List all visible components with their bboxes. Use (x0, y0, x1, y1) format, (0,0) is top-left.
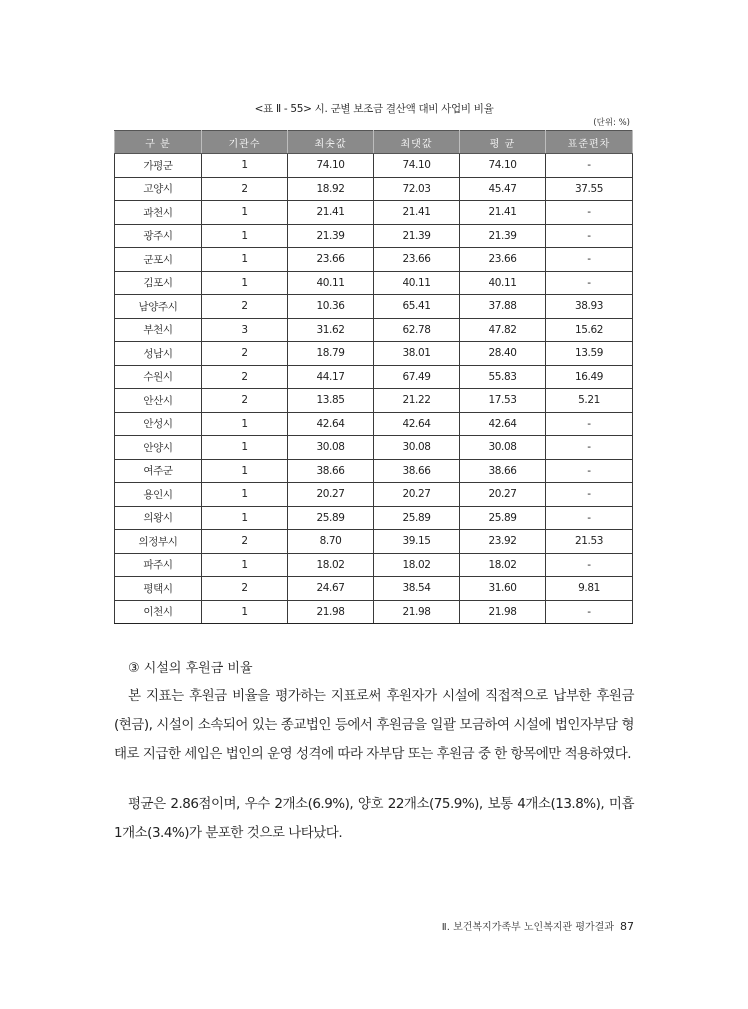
cell-count: 1 (202, 506, 288, 530)
cell-mean: 45.47 (460, 177, 546, 201)
cell-region: 군포시 (115, 248, 202, 272)
cell-count: 2 (202, 389, 288, 413)
cell-region: 부천시 (115, 318, 202, 342)
cell-region: 고양시 (115, 177, 202, 201)
cell-stddev: 21.53 (546, 530, 633, 554)
table-row (115, 177, 633, 201)
cell-max: 25.89 (374, 506, 460, 530)
cell-stddev: - (546, 506, 633, 530)
table-row (115, 271, 633, 295)
cell-min: 18.79 (288, 342, 374, 366)
cell-max: 74.10 (374, 154, 460, 178)
cell-stddev: - (546, 436, 633, 460)
cell-max: 42.64 (374, 412, 460, 436)
cell-max: 20.27 (374, 483, 460, 507)
cell-max: 40.11 (374, 271, 460, 295)
cell-count: 1 (202, 201, 288, 225)
header-max: 최댓값 (374, 131, 460, 154)
table-row (115, 577, 633, 601)
cell-max: 21.98 (374, 600, 460, 624)
cell-count: 1 (202, 224, 288, 248)
cell-count: 2 (202, 177, 288, 201)
cell-stddev: - (546, 271, 633, 295)
cell-min: 42.64 (288, 412, 374, 436)
cell-count: 1 (202, 483, 288, 507)
table-row (115, 154, 633, 178)
cell-mean: 30.08 (460, 436, 546, 460)
table-row (115, 389, 633, 413)
cell-region: 남양주시 (115, 295, 202, 319)
cell-stddev: - (546, 224, 633, 248)
cell-count: 3 (202, 318, 288, 342)
cell-min: 21.98 (288, 600, 374, 624)
cell-max: 21.41 (374, 201, 460, 225)
table-unit: (단위: %) (593, 118, 630, 128)
cell-stddev: - (546, 483, 633, 507)
cell-count: 2 (202, 577, 288, 601)
table-row (115, 553, 633, 577)
cell-count: 1 (202, 154, 288, 178)
table-row (115, 436, 633, 460)
cell-min: 24.67 (288, 577, 374, 601)
cell-max: 39.15 (374, 530, 460, 554)
cell-stddev: 9.81 (546, 577, 633, 601)
cell-min: 23.66 (288, 248, 374, 272)
cell-max: 23.66 (374, 248, 460, 272)
table-body (115, 154, 633, 624)
cell-max: 30.08 (374, 436, 460, 460)
cell-region: 여주군 (115, 459, 202, 483)
cell-max: 18.02 (374, 553, 460, 577)
cell-mean: 47.82 (460, 318, 546, 342)
cell-stddev: 15.62 (546, 318, 633, 342)
page-footer (442, 918, 634, 933)
cell-min: 10.36 (288, 295, 374, 319)
section-heading: ③ 시설의 후원금 비율 (128, 661, 253, 676)
cell-max: 38.54 (374, 577, 460, 601)
cell-region: 안성시 (115, 412, 202, 436)
cell-min: 21.39 (288, 224, 374, 248)
body-paragraph-1: 본 지표는 후원금 비율을 평가하는 지표로써 후원자가 시설에 직접적으로 납부한 후원금(현금), 시설이 소속되어 있는 종교법인 등에서 후원금을 일괄 모금하여 시설에 법인자부담 형태로 지급한 세입은 법인의 운영 성격에 따라 자부담 또는 후원금 중 한 항목에만 적용하였다. (114, 688, 634, 762)
cell-stddev: 38.93 (546, 295, 633, 319)
cell-region: 과천시 (115, 201, 202, 225)
cell-count: 1 (202, 412, 288, 436)
table-header-row (115, 131, 633, 154)
cell-mean: 17.53 (460, 389, 546, 413)
cell-max: 38.66 (374, 459, 460, 483)
cell-min: 8.70 (288, 530, 374, 554)
table-row (115, 459, 633, 483)
table-row (115, 365, 633, 389)
cell-mean: 23.92 (460, 530, 546, 554)
cell-region: 파주시 (115, 553, 202, 577)
page-number: 87 (620, 920, 634, 933)
cell-count: 1 (202, 436, 288, 460)
cell-max: 72.03 (374, 177, 460, 201)
cell-count: 2 (202, 295, 288, 319)
table-row (115, 600, 633, 624)
header-category: 구 분 (115, 131, 202, 154)
cell-region: 안산시 (115, 389, 202, 413)
cell-mean: 18.02 (460, 553, 546, 577)
cell-min: 30.08 (288, 436, 374, 460)
cell-region: 광주시 (115, 224, 202, 248)
cell-count: 2 (202, 365, 288, 389)
table-row (115, 295, 633, 319)
cell-stddev: 13.59 (546, 342, 633, 366)
cell-mean: 28.40 (460, 342, 546, 366)
table-row (115, 224, 633, 248)
cell-mean: 42.64 (460, 412, 546, 436)
cell-region: 김포시 (115, 271, 202, 295)
cell-min: 38.66 (288, 459, 374, 483)
cell-region: 가평군 (115, 154, 202, 178)
cell-min: 18.92 (288, 177, 374, 201)
cell-max: 62.78 (374, 318, 460, 342)
cell-mean: 37.88 (460, 295, 546, 319)
cell-stddev: 16.49 (546, 365, 633, 389)
header-min: 최솟값 (288, 131, 374, 154)
cell-stddev: 37.55 (546, 177, 633, 201)
cell-stddev: 5.21 (546, 389, 633, 413)
cell-stddev: - (546, 248, 633, 272)
cell-min: 44.17 (288, 365, 374, 389)
cell-mean: 21.98 (460, 600, 546, 624)
cell-max: 65.41 (374, 295, 460, 319)
cell-count: 1 (202, 459, 288, 483)
stats-table (114, 130, 633, 624)
cell-region: 평택시 (115, 577, 202, 601)
cell-region: 수원시 (115, 365, 202, 389)
body-paragraph-2: 평균은 2.86점이며, 우수 2개소(6.9%), 양호 22개소(75.9%), 보통 4개소(13.8%), 미흡 1개소(3.4%)가 분포한 것으로 나타났다. (114, 796, 634, 841)
cell-mean: 20.27 (460, 483, 546, 507)
cell-max: 21.39 (374, 224, 460, 248)
cell-count: 2 (202, 342, 288, 366)
cell-stddev: - (546, 412, 633, 436)
cell-region: 용인시 (115, 483, 202, 507)
cell-region: 안양시 (115, 436, 202, 460)
cell-region: 의왕시 (115, 506, 202, 530)
cell-max: 38.01 (374, 342, 460, 366)
cell-region: 의정부시 (115, 530, 202, 554)
cell-min: 18.02 (288, 553, 374, 577)
cell-min: 20.27 (288, 483, 374, 507)
cell-mean: 74.10 (460, 154, 546, 178)
cell-stddev: - (546, 459, 633, 483)
cell-count: 1 (202, 600, 288, 624)
cell-region: 성남시 (115, 342, 202, 366)
cell-mean: 31.60 (460, 577, 546, 601)
table-row (115, 483, 633, 507)
table-row (115, 248, 633, 272)
cell-stddev: - (546, 600, 633, 624)
cell-min: 31.62 (288, 318, 374, 342)
cell-mean: 23.66 (460, 248, 546, 272)
cell-mean: 21.41 (460, 201, 546, 225)
cell-count: 2 (202, 530, 288, 554)
cell-mean: 40.11 (460, 271, 546, 295)
table-row (115, 530, 633, 554)
cell-min: 25.89 (288, 506, 374, 530)
table-row (115, 201, 633, 225)
cell-mean: 38.66 (460, 459, 546, 483)
table-row (115, 318, 633, 342)
cell-count: 1 (202, 271, 288, 295)
header-mean: 평 균 (460, 131, 546, 154)
cell-count: 1 (202, 248, 288, 272)
cell-mean: 21.39 (460, 224, 546, 248)
cell-stddev: - (546, 553, 633, 577)
header-stddev: 표준편차 (546, 131, 633, 154)
table-row (115, 342, 633, 366)
cell-stddev: - (546, 154, 633, 178)
table-row (115, 506, 633, 530)
cell-min: 74.10 (288, 154, 374, 178)
cell-mean: 25.89 (460, 506, 546, 530)
cell-min: 13.85 (288, 389, 374, 413)
cell-count: 1 (202, 553, 288, 577)
cell-min: 40.11 (288, 271, 374, 295)
header-count: 기관수 (202, 131, 288, 154)
cell-region: 이천시 (115, 600, 202, 624)
cell-stddev: - (546, 201, 633, 225)
table-row (115, 412, 633, 436)
footer-chapter: Ⅱ. 보건복지가족부 노인복지관 평가결과 (441, 922, 614, 933)
cell-min: 21.41 (288, 201, 374, 225)
cell-mean: 55.83 (460, 365, 546, 389)
table-caption: <표 Ⅱ - 55> 시. 군별 보조금 결산액 대비 사업비 비율 (254, 103, 494, 115)
cell-max: 67.49 (374, 365, 460, 389)
cell-max: 21.22 (374, 389, 460, 413)
